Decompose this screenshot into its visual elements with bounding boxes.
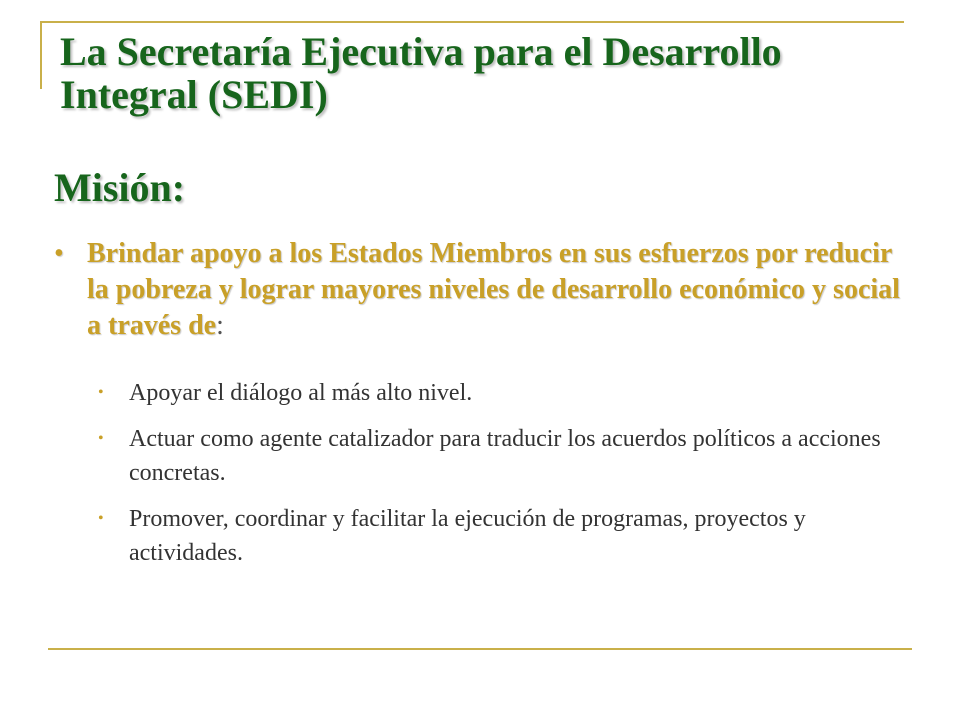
lead-bullet-icon: • [54, 238, 64, 269]
list-item [98, 422, 908, 490]
list-item-text: Actuar como agente catalizador para traducir los acuerdos políticos a acciones concretas. [129, 426, 881, 486]
bullet-icon: • [98, 510, 104, 527]
lead-text-colon: : [216, 310, 224, 341]
list-item [98, 376, 908, 410]
left-rule [40, 21, 42, 89]
lead-bullet-item [54, 236, 914, 344]
sub-bullet-list [98, 376, 908, 582]
top-rule [40, 21, 904, 23]
list-item-text: Promover, coordinar y facilitar la ejecución de programas, proyectos y actividades. [129, 506, 806, 566]
list-item [98, 502, 908, 570]
list-item-text: Apoyar el diálogo al más alto nivel. [129, 380, 473, 406]
bullet-icon: • [98, 384, 104, 401]
lead-text-body: Brindar apoyo a los Estados Miembros en sus esfuerzos por reducir la pobreza y lograr mayores niveles de desarrollo económico y social a través de [87, 238, 900, 341]
bullet-icon: • [98, 430, 104, 447]
section-heading: Misión: [54, 165, 186, 210]
bottom-rule [48, 648, 912, 650]
lead-text [87, 236, 914, 344]
slide-title: La Secretaría Ejecutiva para el Desarrollo Integral (SEDI) [60, 29, 782, 117]
